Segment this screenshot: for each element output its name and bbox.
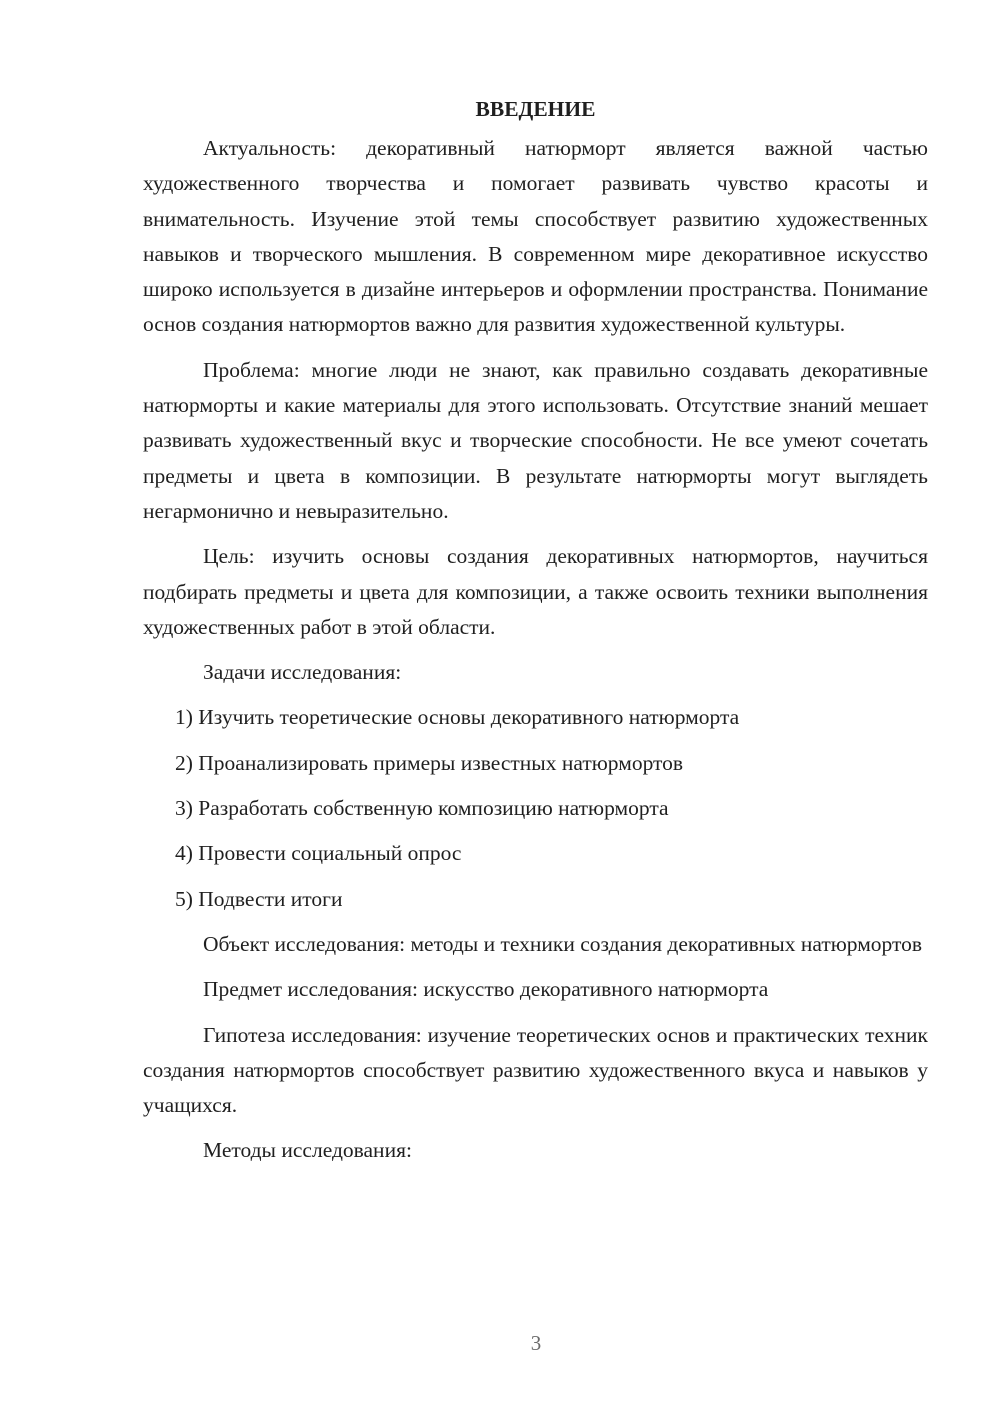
page-title: ВВЕДЕНИЕ <box>475 97 596 121</box>
document-page <box>143 92 928 1179</box>
subject-paragraph: Предмет исследования: искусство декоративного натюрморта <box>203 977 769 1002</box>
object-paragraph: Объект исследования: методы и техники создания декоративных натюрмортов <box>203 931 923 956</box>
hypothesis-paragraph: Гипотеза исследования: изучение теоретических основ и практических техник создания натюрмортов способствует развитию художественного вкуса и навыков у учащихся. <box>143 1022 928 1118</box>
methods-heading: Методы исследования: <box>203 1138 412 1163</box>
task-item: 3) Разработать собственную композицию натюрморта <box>175 796 669 821</box>
task-item: 5) Подвести итоги <box>175 886 343 911</box>
task-item: 4) Провести социальный опрос <box>175 841 462 866</box>
tasks-list <box>143 700 928 916</box>
goal-paragraph: Цель: изучить основы создания декоративных натюрмортов, научиться подбирать предметы и цвета для композиции, а также освоить техники выполнения художественных работ в этой области. <box>143 544 928 639</box>
task-item: 1) Изучить теоретические основы декоративного натюрморта <box>175 705 740 730</box>
problem-paragraph: Проблема: многие люди не знают, как правильно создавать декоративные натюрморты и какие материалы для этого использовать. Отсутствие знаний мешает развивать художественный вкус и творческие способности. Не все умеют сочетать предметы и цвета в композиции. В результате натюрморты могут выглядеть негармонично и невыразительно. <box>143 357 928 523</box>
tasks-heading: Задачи исследования: <box>203 660 402 685</box>
page-number: 3 <box>530 1331 542 1355</box>
relevance-paragraph: Актуальность: декоративный натюрморт является важной частью художественного творчества и помогает развивать чувство красоты и внимательность. Изучение этой темы способствует развитию художественных навыков и творческого мышления. В современном мире декоративное искусство широко используется в дизайне интерьеров и оформлении пространства. Понимание основ создания натюрмортов важно для развития художественной культуры. <box>143 136 928 337</box>
task-item: 2) Проанализировать примеры известных натюрмортов <box>175 750 684 775</box>
